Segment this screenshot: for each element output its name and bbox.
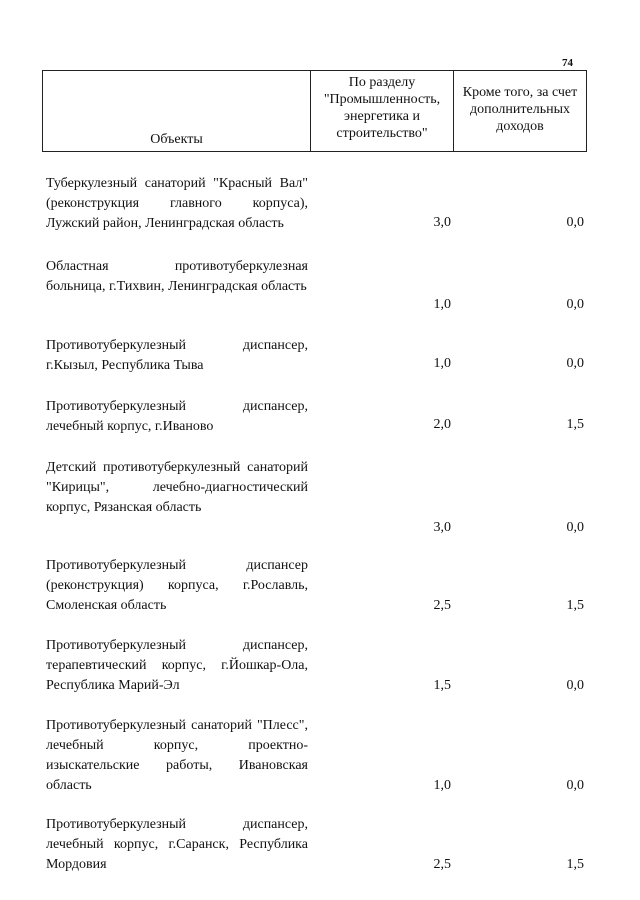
section-value: 3,0: [433, 215, 451, 230]
extra-value: 1,5: [566, 417, 584, 432]
section-value: 3,0: [433, 520, 451, 535]
section-value: 2,0: [433, 417, 451, 432]
object-name: Туберкулезный санаторий "Красный Вал" (реконструкция главного корпуса), Лужский район, Ленинградская область: [46, 176, 308, 231]
extra-value: 0,0: [566, 297, 584, 312]
object-name: Противотуберкулезный диспансер, г.Кызыл, Республика Тыва: [46, 338, 308, 373]
section-value: 1,5: [433, 678, 451, 693]
table-row: [46, 716, 586, 815]
table-header: [42, 70, 587, 152]
table-row: [46, 815, 586, 885]
object-name: Детский противотуберкулезный санаторий "Кирицы", лечебно-диагностический корпус, Рязанская область: [46, 460, 308, 515]
object-name: Областная противотуберкулезная больница, г.Тихвин, Ленинградская область: [46, 259, 308, 294]
table-row: [46, 257, 586, 336]
extra-value: 0,0: [566, 356, 584, 371]
section-value: 2,5: [433, 857, 451, 872]
table-row: [46, 458, 586, 556]
extra-value: 1,5: [566, 598, 584, 613]
table-body: [46, 174, 586, 885]
object-name: Противотуберкулезный диспансер, лечебный корпус, г.Саранск, Республика Мордовия: [46, 817, 308, 872]
table-row: [46, 636, 586, 716]
section-value: 1,0: [433, 778, 451, 793]
object-name: Противотуберкулезный санаторий "Плесс", лечебный корпус, проектно-изыскательские работы, Ивановская область: [46, 718, 308, 793]
section-value: 1,0: [433, 356, 451, 371]
object-name: Противотуберкулезный диспансер (реконструкция) корпуса, г.Рославль, Смоленская область: [46, 558, 308, 613]
section-value: 2,5: [433, 598, 451, 613]
table-row: [46, 336, 586, 397]
object-name: Противотуберкулезный диспансер, терапевтический корпус, г.Йошкар-Ола, Республика Марий-Эл: [46, 638, 308, 693]
object-name: Противотуберкулезный диспансер, лечебный корпус, г.Иваново: [46, 399, 308, 434]
table-row: [46, 174, 586, 257]
extra-value: 0,0: [566, 678, 584, 693]
table-row: [46, 556, 586, 636]
header-section-value: По разделу "Промышленность, энергетика и строительство": [311, 71, 454, 151]
extra-value: 1,5: [566, 857, 584, 872]
extra-value: 0,0: [566, 520, 584, 535]
header-objects: Объекты: [43, 71, 311, 151]
extra-value: 0,0: [566, 778, 584, 793]
extra-value: 0,0: [566, 215, 584, 230]
table-row: [46, 397, 586, 458]
section-value: 1,0: [433, 297, 451, 312]
page-number: 74: [562, 57, 573, 69]
header-extra-income: Кроме того, за счет дополнительных доходов: [462, 85, 578, 134]
